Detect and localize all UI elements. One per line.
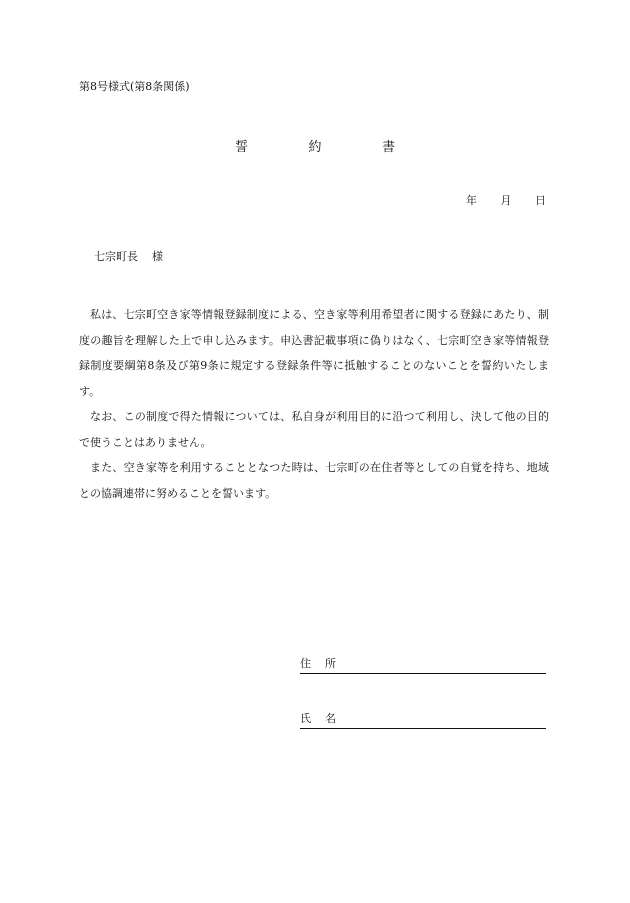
date-day-label: 日 [535, 194, 546, 207]
body-paragraph-1: 私は、七宗町空き家等情報登録制度による、空き家等利用希望者に関する登録にあたり、制度の趣旨を理解した上で申し込みます。申込書記載事項に偽りはなく、七宗町空き家等情報登録制度要綱第8条及び第9条に規定する登録条件等に抵触することのないことを誓約いたします。 [79, 308, 549, 398]
date-month-label: 月 [500, 194, 512, 207]
name-field[interactable] [300, 710, 546, 729]
body-paragraph-3: また、空き家等を利用することとなつた時は、七宗町の在住者等としての自覚を持ち、地域との協調連帯に努めることを誓います。 [79, 461, 549, 500]
name-label-char: 氏 [300, 712, 311, 725]
title-char: 誓 [235, 140, 249, 155]
date-line [466, 192, 546, 208]
title-char: 約 [308, 140, 322, 155]
body-paragraph-2: なお、この制度で得た情報については、私自身が利用目的に沿つて利用し、決して他の目的で使うことはありません。 [79, 410, 549, 449]
title-char: 書 [381, 140, 395, 155]
address-label [300, 655, 336, 673]
name-label-char: 名 [325, 712, 336, 725]
addressee-suffix: 様 [152, 250, 163, 263]
date-year-label: 年 [466, 194, 477, 207]
document-title [235, 136, 395, 155]
form-number: 第8号様式(第8条関係) [79, 80, 190, 93]
address-label-char: 住 [300, 657, 311, 670]
name-label [300, 710, 336, 728]
addressee-name: 七宗町長 [94, 250, 138, 263]
address-field[interactable] [300, 655, 546, 674]
address-label-char: 所 [325, 657, 336, 670]
addressee [94, 248, 163, 264]
pledge-body [79, 302, 549, 506]
